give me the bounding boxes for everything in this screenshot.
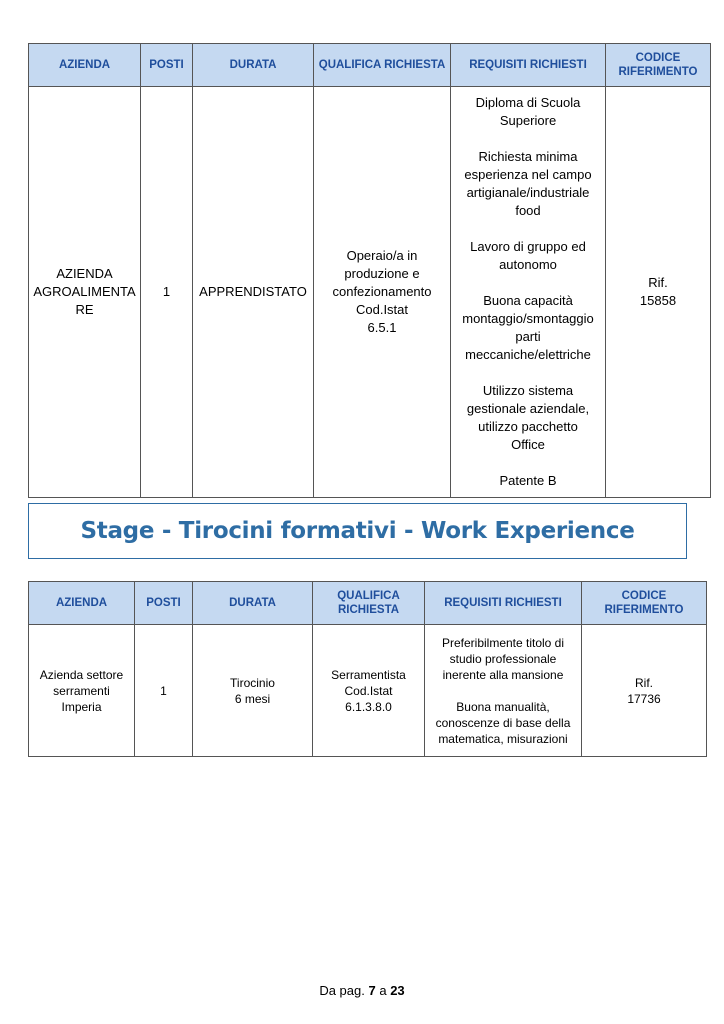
- cell-line: 15858: [639, 293, 677, 308]
- header-qualifica: [313, 582, 425, 625]
- header-codice-line: CODICE: [621, 590, 667, 602]
- cell-line: 6.5.1: [367, 320, 397, 335]
- footer-separator: a: [379, 983, 387, 998]
- cell-line: Rif.: [648, 275, 668, 290]
- cell-line: Cod.Istat: [344, 683, 393, 698]
- table-header-row: [29, 582, 707, 625]
- header-posti: POSTI: [135, 582, 193, 625]
- requirement-line: Buona capacità: [483, 293, 573, 308]
- requirement-line: artigianale/industriale: [466, 185, 590, 200]
- header-requisiti: REQUISITI RICHIESTI: [425, 582, 582, 625]
- table-row: [29, 87, 711, 498]
- header-durata: DURATA: [193, 44, 314, 87]
- footer-prefix: Da pag.: [319, 983, 365, 998]
- cell-requisiti: [451, 87, 606, 498]
- header-codice: [582, 582, 707, 625]
- cell-posti: 1: [141, 87, 193, 498]
- total-pages-number: 23: [390, 983, 405, 998]
- requirement-line: Superiore: [499, 113, 557, 128]
- cell-qualifica: [313, 625, 425, 757]
- cell-line: Imperia: [61, 699, 102, 714]
- table-row: [29, 625, 707, 757]
- header-requisiti: REQUISITI RICHIESTI: [451, 44, 606, 87]
- cell-requisiti: [425, 625, 582, 757]
- current-page-number: 7: [368, 983, 376, 998]
- cell-line: serramenti: [53, 683, 110, 698]
- requirement-line: food: [515, 203, 541, 218]
- page-footer: [0, 983, 724, 998]
- requirement-line: meccaniche/elettriche: [465, 347, 591, 362]
- cell-durata: APPRENDISTATO: [193, 87, 314, 498]
- header-durata: DURATA: [193, 582, 313, 625]
- table-header-row: [29, 44, 711, 87]
- cell-line: Tirocinio: [230, 675, 275, 690]
- requirement-line: Lavoro di gruppo ed: [470, 239, 586, 254]
- requirement-line: Office: [511, 437, 545, 452]
- cell-line: confezionamento: [332, 284, 432, 299]
- cell-line: 17736: [627, 691, 661, 706]
- cell-line: Rif.: [635, 675, 653, 690]
- internship-table: [28, 581, 707, 757]
- cell-posti: 1: [135, 625, 193, 757]
- cell-line: Serramentista: [331, 667, 406, 682]
- cell-qualifica: [314, 87, 451, 498]
- cell-line: produzione e: [344, 266, 420, 281]
- requirement-line: utilizzo pacchetto: [478, 419, 578, 434]
- header-codice-line: RIFERIMENTO: [604, 604, 684, 616]
- requirement-line: Utilizzo sistema: [482, 383, 574, 398]
- requirement-line: montaggio/smontaggio: [462, 311, 594, 326]
- section-banner: [28, 503, 687, 559]
- header-posti: POSTI: [141, 44, 193, 87]
- cell-line: Azienda settore: [39, 667, 124, 682]
- header-qualifica: QUALIFICA RICHIESTA: [314, 44, 451, 87]
- header-azienda: AZIENDA: [29, 44, 141, 87]
- job-offers-table: [28, 43, 711, 498]
- header-qualifica-line: QUALIFICA: [337, 590, 400, 602]
- cell-durata: [193, 625, 313, 757]
- header-codice-line: RIFERIMENTO: [618, 66, 698, 78]
- header-codice: [606, 44, 711, 87]
- cell-line: Cod.Istat: [355, 302, 409, 317]
- requirement-line: esperienza nel campo: [464, 167, 592, 182]
- requirement-line: Buona manualità,: [456, 699, 550, 714]
- header-azienda: AZIENDA: [29, 582, 135, 625]
- header-qualifica-line: RICHIESTA: [337, 604, 400, 616]
- requirement-line: Preferibilmente titolo di: [441, 635, 565, 650]
- requirement-line: Diploma di Scuola: [475, 95, 581, 110]
- requirement-line: inerente alla mansione: [442, 667, 564, 682]
- requirement-line: parti: [515, 329, 541, 344]
- requirement-line: Richiesta minima: [478, 149, 578, 164]
- section-title: Stage - Tirocini formativi - Work Experience: [80, 518, 635, 544]
- requirement-line: matematica, misurazioni: [438, 731, 568, 746]
- requirement-line: conoscenze di base della: [435, 715, 571, 730]
- cell-line: Operaio/a in: [346, 248, 418, 263]
- cell-azienda: [29, 625, 135, 757]
- cell-line: AZIENDA: [56, 266, 113, 281]
- cell-line: AGROALIMENTA: [33, 284, 136, 299]
- requirement-line: Patente B: [499, 473, 557, 488]
- header-codice-line: CODICE: [635, 52, 681, 64]
- cell-line: RE: [75, 302, 94, 317]
- cell-codice: [606, 87, 711, 498]
- cell-line: 6 mesi: [234, 691, 271, 706]
- cell-line: 6.1.3.8.0: [345, 699, 392, 714]
- requirement-line: gestionale aziendale,: [466, 401, 590, 416]
- requirement-line: studio professionale: [449, 651, 557, 666]
- requirement-line: autonomo: [499, 257, 557, 272]
- cell-codice: [582, 625, 707, 757]
- cell-azienda: [29, 87, 141, 498]
